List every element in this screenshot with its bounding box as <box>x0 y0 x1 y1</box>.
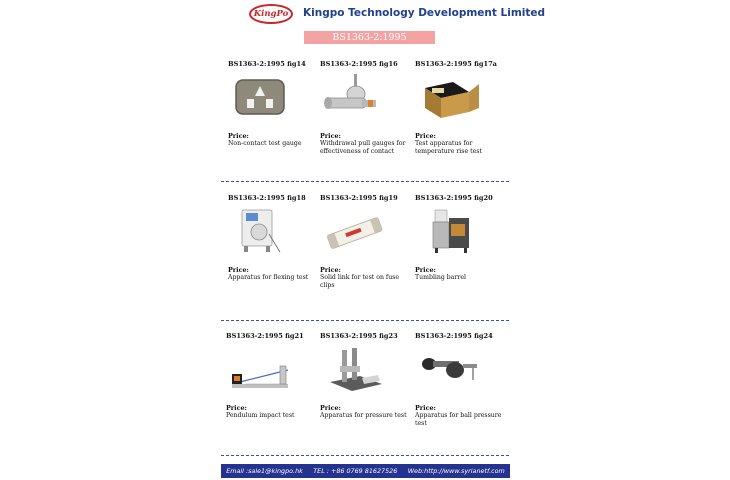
flexing-apparatus-icon <box>228 206 298 256</box>
footer-tel: TEL : +86 0769 81627526 <box>313 467 398 475</box>
product-title: BS1363-2:1995 fig21 <box>226 332 304 340</box>
pendulum-impact-icon <box>226 344 296 394</box>
product-title: BS1363-2:1995 fig17a <box>415 60 497 68</box>
product-title: BS1363-2:1995 fig24 <box>415 332 493 340</box>
kingpo-logo: KingPo <box>249 4 293 24</box>
header <box>249 4 546 26</box>
row-separator <box>221 181 509 182</box>
row-separator <box>221 320 509 321</box>
product-title: BS1363-2:1995 fig14 <box>228 60 306 68</box>
product-title: BS1363-2:1995 fig23 <box>320 332 398 340</box>
row-separator <box>221 455 509 456</box>
contact-footer <box>221 464 510 478</box>
product-title: BS1363-2:1995 fig16 <box>320 60 398 68</box>
footer-email[interactable]: Email :sale1@kingpo.hk <box>226 467 303 475</box>
catalog-sheet: KingPo Kingpo Technology Development Limited BS1363-2:1995 BS1363-2:1995 fig14 Price: Non-contact test gauge BS1363-2:1995 fig16 Price: Withdrawal pull gauges for effectiveness of contact BS1363-2:1995 fig17a Price: Test apparatus for temperature rise test BS1363-2:1995 fig18 Price: Apparatus for flexing test BS1363-2:1995 fig19 Price: Solid link for test on fuse clips BS1363-2:1995 fig20 Price: Tumbling barrel BS1363-2:1995 fig21 Price: Pendulum impact test BS1363-2:1995 fig23 Price: Apparatus for pressure test BS1363-2:1995 fig24 Price: Apparatus for ball pressure test Email :sale1@kingpo.hk TEL : +86 0769 81627526 Web:http://www.syrianetf.com <box>219 0 511 480</box>
product-title: BS1363-2:1995 fig19 <box>320 194 398 202</box>
pull-gauge-icon <box>320 72 390 122</box>
temperature-apparatus-icon <box>415 72 485 122</box>
non-contact-gauge-icon <box>228 72 298 122</box>
fuse-link-icon <box>320 206 390 256</box>
footer-web[interactable]: Web:http://www.syrianetf.com <box>407 467 505 475</box>
ball-pressure-icon <box>415 344 485 394</box>
standard-banner: BS1363-2:1995 <box>304 31 435 44</box>
product-title: BS1363-2:1995 fig20 <box>415 194 493 202</box>
pressure-apparatus-icon <box>320 344 390 394</box>
tumbling-barrel-icon <box>415 206 485 256</box>
product-title: BS1363-2:1995 fig18 <box>228 194 306 202</box>
company-name: Kingpo Technology Development Limited <box>303 7 546 19</box>
